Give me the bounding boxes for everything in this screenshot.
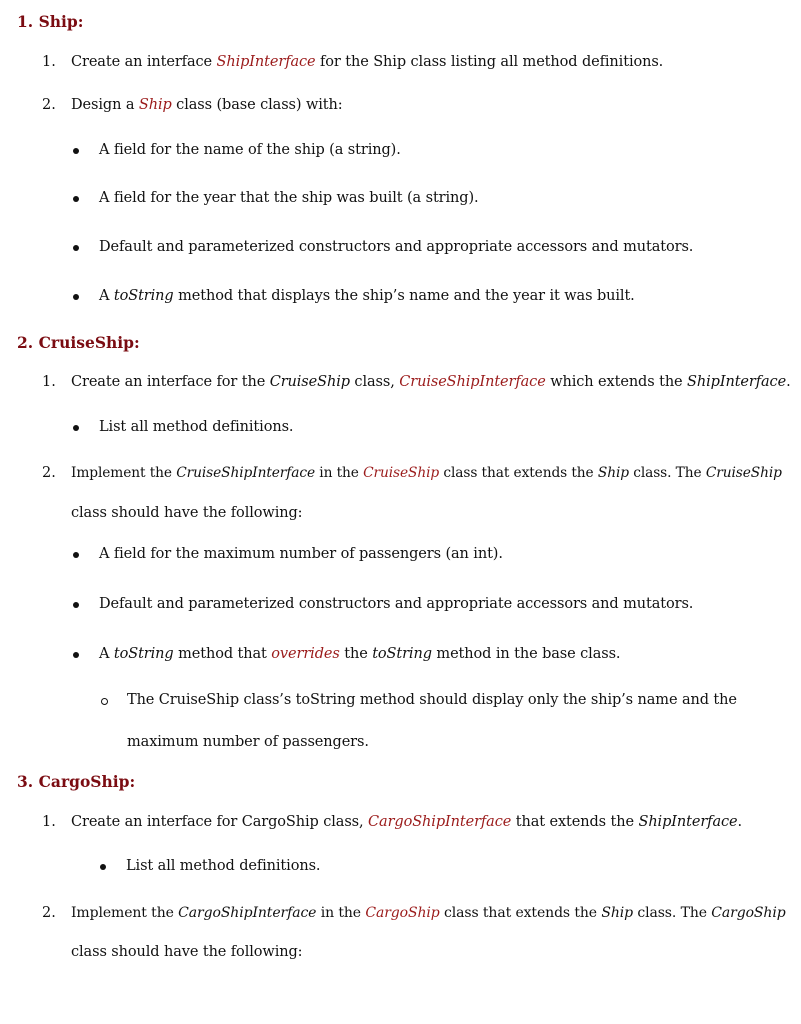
text: the (339, 646, 373, 662)
text: method that displays the ship’s name and the year it was built. (173, 288, 635, 304)
bullet-text (99, 288, 635, 304)
bullet-text: A field for the year that the ship was built (a string). (99, 190, 479, 206)
text: Implement the (71, 905, 179, 921)
term-cruiseship-interface: CruiseShipInterface (176, 465, 315, 481)
term-cruiseship-interface: CruiseShipInterface (399, 374, 546, 390)
list-number: 1. (42, 54, 56, 70)
term-ship: Ship (597, 465, 629, 481)
text: Create an interface for the (71, 374, 270, 390)
list-item-text (71, 905, 786, 921)
term-ship: Ship (138, 97, 172, 113)
text: A (99, 646, 114, 662)
term-cruiseship: CruiseShip (269, 374, 350, 390)
term-cargoship-interface: CargoShipInterface (178, 905, 317, 921)
text: for the Ship class listing all method definitions. (315, 54, 664, 70)
list-item-text (71, 97, 343, 113)
term-cargoship-interface: CargoShipInterface (368, 814, 512, 830)
list-item-text-continued: class should have the following: (71, 505, 303, 521)
list-item-text (71, 374, 791, 390)
list-number: 2. (42, 97, 56, 113)
list-number: 2. (42, 905, 56, 921)
list-number: 2. (42, 465, 56, 481)
list-item-text-continued: class should have the following: (71, 944, 303, 960)
bullet-text (99, 646, 620, 662)
text: in the (315, 465, 364, 481)
bullet-text: List all method definitions. (126, 858, 321, 874)
bullet-icon (73, 425, 79, 431)
bullet-icon (73, 245, 79, 251)
term-tostring: toString (372, 646, 432, 662)
text: . (737, 814, 743, 830)
sub-bullet-icon (101, 698, 108, 705)
text: class (base class) with: (171, 97, 343, 113)
section-heading-cargoship: 3. CargoShip: (17, 772, 136, 791)
bullet-icon (73, 552, 79, 558)
text: . (786, 374, 791, 390)
term-overrides: overrides (271, 646, 340, 662)
sub-bullet-text-continued: maximum number of passengers. (127, 734, 369, 750)
bullet-icon (73, 602, 79, 608)
text: Create an interface for CargoShip class, (71, 814, 369, 830)
text: method that (173, 646, 272, 662)
bullet-text: A field for the maximum number of passengers (an int). (99, 546, 503, 562)
bullet-icon (73, 196, 79, 202)
text: class, (349, 374, 400, 390)
bullet-text: Default and parameterized constructors and appropriate accessors and mutators. (99, 596, 694, 612)
term-ship: Ship (601, 905, 633, 921)
list-item-text (71, 465, 782, 481)
text: class that extends the (439, 465, 598, 481)
text: A (99, 288, 114, 304)
bullet-text: Default and parameterized constructors and appropriate accessors and mutators. (99, 239, 694, 255)
text: class. The (633, 905, 712, 921)
text: which extends the (545, 374, 688, 390)
bullet-icon (73, 294, 79, 300)
bullet-text: List all method definitions. (99, 419, 294, 435)
list-item-text (71, 54, 663, 70)
text: Design a (71, 97, 139, 113)
text: class. The (628, 465, 706, 481)
list-number: 1. (42, 814, 56, 830)
text: class that extends the (439, 905, 602, 921)
section-heading-ship: 1. Ship: (17, 12, 84, 31)
bullet-text: A field for the name of the ship (a string). (99, 142, 401, 158)
bullet-icon (100, 864, 106, 870)
text: Create an interface (71, 54, 217, 70)
bullet-icon (73, 148, 79, 154)
term-ship-interface: ShipInterface (687, 374, 787, 390)
text: in the (316, 905, 366, 921)
sub-bullet-text: The CruiseShip class’s toString method should display only the ship’s name and the (127, 692, 737, 708)
term-ship-interface: ShipInterface (216, 54, 316, 70)
term-tostring: toString (113, 646, 174, 662)
term-cruiseship: CruiseShip (363, 465, 440, 481)
list-number: 1. (42, 374, 56, 390)
bullet-icon (73, 652, 79, 658)
term-cruiseship: CruiseShip (705, 465, 782, 481)
list-item-text (71, 814, 742, 830)
text: that extends the (511, 814, 639, 830)
text: Implement the (71, 465, 177, 481)
section-heading-cruiseship: 2. CruiseShip: (17, 333, 140, 352)
text: method in the base class. (431, 646, 621, 662)
term-cargoship: CargoShip (711, 905, 786, 921)
term-cargoship: CargoShip (365, 905, 440, 921)
term-tostring: toString (113, 288, 174, 304)
term-ship-interface: ShipInterface (638, 814, 738, 830)
